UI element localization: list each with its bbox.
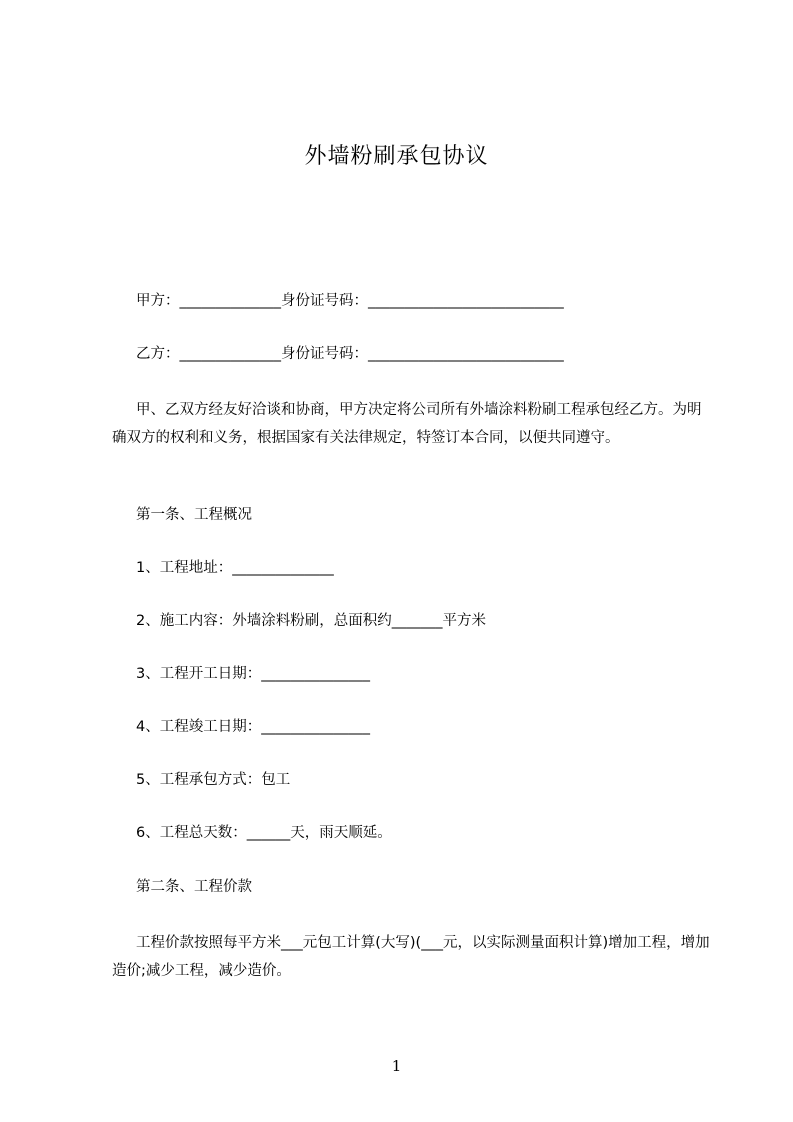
price-clause-paragraph: 工程价款按照每平方米___元包工计算(大写)(___元，以实际测量面积计算)增加工程，增加造价;减少工程，减少造价。	[112, 935, 710, 979]
item-address: 1、工程地址：______________	[136, 560, 334, 576]
item-start-date: 3、工程开工日期：_______________	[136, 666, 370, 682]
item-contract-method: 5、工程承包方式：包工	[136, 772, 291, 788]
item-total-days: 6、工程总天数：______天，雨天顺延。	[136, 825, 392, 841]
party-b-line: 乙方：______________身份证号码：___________________________	[136, 346, 564, 362]
item-completion-date: 4、工程竣工日期：_______________	[136, 719, 370, 735]
intro-paragraph: 甲、乙双方经友好洽谈和协商，甲方决定将公司所有外墙涂料粉刷工程承包经乙方。为明确双方的权利和义务，根据国家有关法律规定，特签订本合同，以便共同遵守。	[112, 402, 702, 446]
article-1-heading: 第一条、工程概况	[136, 507, 252, 523]
item-content: 2、施工内容：外墙涂料粉刷，总面积约_______平方米	[136, 613, 486, 629]
page-number: 1	[391, 1057, 402, 1075]
party-a-line: 甲方：______________身份证号码：___________________________	[136, 293, 564, 309]
document-title: 外墙粉刷承包协议	[304, 144, 489, 169]
article-2-heading: 第二条、工程价款	[136, 879, 252, 895]
